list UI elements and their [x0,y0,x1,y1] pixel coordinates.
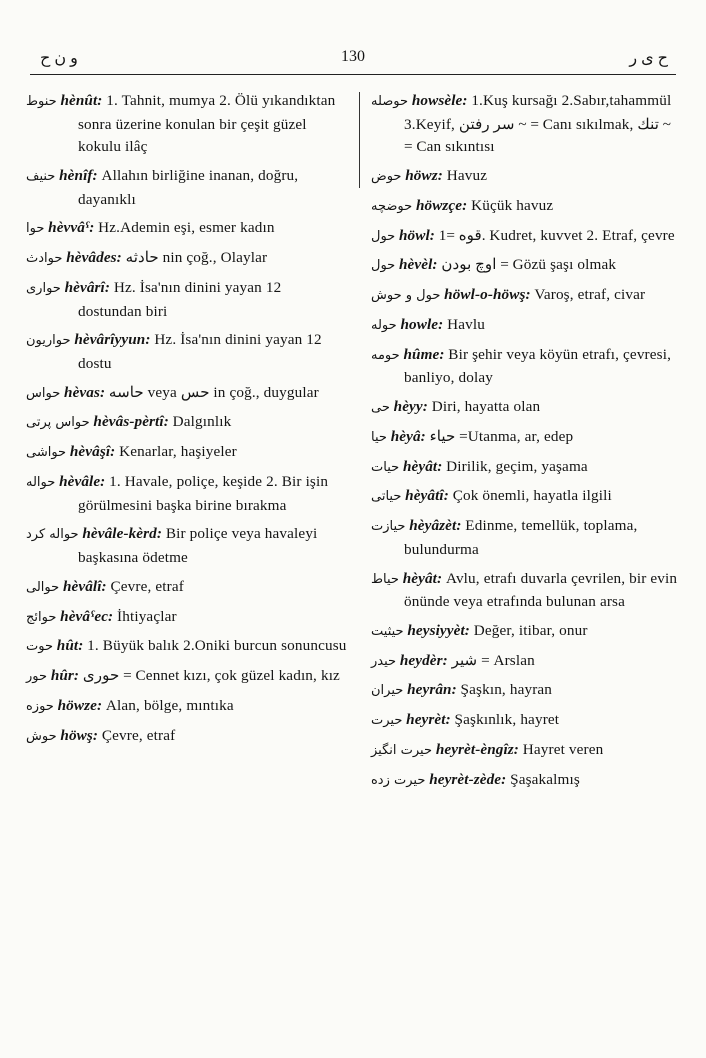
dictionary-entry [26,441,348,465]
dictionary-entry [371,90,681,159]
dictionary-entry [26,277,348,323]
page-number: 130 [341,48,365,65]
entry-definition: قوه =1. Kudret, kuvvet 2. Etraf, çevre [438,226,675,244]
entry-headword: hènîf: [59,166,98,184]
dictionary-entry [26,329,348,375]
entry-headword: hèvvâˁ: [48,219,95,237]
entry-arabic: حيات [371,459,400,475]
entry-headword: heyrèt-èngîz: [435,741,519,759]
dictionary-entry [371,679,681,703]
dictionary-entry [371,195,681,219]
dictionary-entry [371,515,681,561]
entry-arabic: حيرت انگيز [371,743,433,759]
header-rule [30,74,676,75]
entry-headword: hèvâlî: [62,577,107,595]
entry-definition: Hz. İsa'nın dinini yayan 12 dostundan biri [78,278,282,320]
entry-headword: hèvas: [64,383,106,401]
column-divider [359,92,360,188]
dictionary-entry [26,247,348,271]
entry-arabic: حوش [26,728,57,744]
dictionary-entry [371,225,681,249]
entry-arabic: حوله [371,317,397,333]
entry-headword: hèvârîyyun: [74,331,151,349]
entry-definition: Hayret veren [522,741,604,759]
dictionary-entry [26,606,348,630]
entry-headword: hèvèl: [399,256,438,274]
entry-definition: 1. Tahnit, mumya 2. Ölü yıkandıktan sonra üzerine konulan bir çeşit güzel kokulu ilâç [78,92,336,156]
entry-definition: 1. Büyük balık 2.Oniki burcun sonuncusu [87,637,347,655]
entry-arabic: حور [26,669,48,685]
entry-definition: Edinme, temellük, toplama, bulundurma [404,517,638,558]
dictionary-entry [26,635,348,659]
entry-arabic: حنوط [26,94,57,109]
entry-arabic: حوضچه [371,198,413,214]
dictionary-entry [371,344,681,390]
entry-definition: Küçük havuz [471,196,554,214]
header-right-letters: ح ى ر [629,50,668,67]
entry-headword: hèvâle-kèrd: [82,525,163,543]
entry-arabic: حياط [371,571,399,587]
entry-headword: hûme: [403,345,445,363]
entry-definition: Havlu [447,315,485,333]
entry-arabic: حيازت [371,519,406,535]
entry-headword: hèvârî: [64,278,111,296]
dictionary-entry [26,725,348,749]
entry-definition: Allahın birliğine inanan, doğru, dayanıklı [78,166,299,208]
entry-definition: Değer, itibar, onur [473,621,588,639]
entry-arabic: حوادث [26,251,63,267]
dictionary-entry [26,665,348,689]
entry-definition: Hz. İsa'nın dinini yayan 12 dostu [78,331,322,372]
entry-headword: hût: [56,637,84,655]
entry-arabic: حنيف [26,168,56,184]
entry-definition: اوچ بودن = Gözü şaşı olmak [441,256,617,274]
entry-definition: İhtiyaçlar [117,607,177,625]
dictionary-entry [26,523,348,569]
entry-headword: hèvâşî: [69,443,116,461]
entry-arabic: حواريون [26,333,71,349]
entry-headword: höwş: [60,726,99,744]
entry-definition: Bir şehir veya köyün etrafı, çevresi, banliyo, dolay [404,345,672,387]
entry-definition: Çevre, etraf [101,726,176,744]
entry-headword: hèvâˁec: [60,607,114,625]
entry-arabic: حول [371,258,396,274]
right-column [371,90,681,799]
dictionary-entry [371,426,681,450]
dictionary-entry [371,314,681,338]
entry-definition: Alan, bölge, mıntıka [105,696,234,714]
entry-headword: howsèle: [411,92,468,109]
entry-headword: höwzçe: [415,196,468,214]
entry-definition: Kenarlar, haşiyeler [119,443,237,461]
entry-arabic: حيرت زده [371,772,426,788]
entry-headword: hèvâdes: [66,249,122,267]
entry-definition: 1. Havale, poliçe, keşide 2. Bir işin görülmesini başka birine bırakma [78,473,329,514]
header-left-letters: و ن ح [40,50,78,67]
dictionary-entry [26,576,348,600]
dictionary-entry [26,90,348,159]
entry-headword: hèyâtî: [405,487,449,505]
entry-arabic: حوت [26,639,53,655]
entry-arabic: حول [371,228,396,244]
entry-arabic: حوزه [26,698,54,714]
dictionary-entry [371,456,681,480]
dictionary-entry [371,568,681,614]
entry-arabic: حيثيت [371,623,404,639]
entry-headword: hûr: [50,667,80,685]
entry-arabic: حواس [26,385,61,401]
dictionary-entry [371,620,681,644]
dictionary-entry [26,695,348,719]
entry-definition: Şaşkınlık, hayret [454,711,560,729]
dictionary-entry [26,411,348,435]
entry-headword: hèyy: [393,398,428,416]
dictionary-entry [26,165,348,211]
dictionary-entry [371,485,681,509]
entry-arabic: حومه [371,347,400,363]
entry-headword: heydèr: [399,651,448,669]
entry-definition: Dalgınlık [172,413,232,431]
entry-definition: Çok önemli, hayatla ilgili [452,487,612,505]
entry-headword: hèyât: [402,569,443,587]
entry-arabic: حول و حوش [371,288,441,304]
entry-headword: höwze: [57,696,103,714]
entry-headword: hèyât: [402,457,443,475]
entry-definition: حياء =Utanma, ar, edep [429,427,574,445]
entry-headword: höwl-o-höwş: [444,286,531,304]
entry-headword: hènût: [60,92,103,109]
dictionary-entry [26,471,348,517]
entry-headword: höwz: [405,166,443,184]
dictionary-entry [371,709,681,733]
entry-definition: Şaşkın, hayran [460,681,553,699]
entry-headword: heyrân: [407,681,457,699]
entry-arabic: حيرت [371,713,403,729]
dictionary-entry [371,650,681,674]
entry-headword: hèvâle: [59,473,106,490]
entry-definition: Bir poliçe veya havaleyi başkasına ödetme [78,525,318,566]
entry-arabic: حيا [371,429,387,445]
dictionary-entry [371,165,681,189]
dictionary-entry [371,254,681,278]
entry-arabic: حوارى [26,280,61,296]
dictionary-entry [371,284,681,308]
entry-definition: حادثه nin çoğ., Olaylar [125,249,268,267]
entry-headword: heysiyyèt: [407,621,470,639]
left-column [26,90,348,754]
entry-arabic: حوض [371,168,402,184]
entry-definition: Şaşakalmış [510,770,580,788]
entry-arabic: حياتى [371,489,402,505]
entry-headword: hèyâ: [390,427,426,445]
dictionary-entry [26,217,348,241]
entry-arabic: حواس پرتى [26,415,90,431]
entry-definition: حاسه veya حس in çoğ., duygular [108,383,319,401]
entry-arabic: حى [371,400,390,416]
entry-definition: Havuz [446,166,488,184]
entry-arabic: حواشى [26,445,67,461]
entry-definition: 1.Kuş kursağı 2.Sabır,tahammül 3.Keyif, سر رفتن ~ = Canı sıkılmak, تنك ~ = Can sıkıntısı [404,92,672,156]
entry-definition: Dirilik, geçim, yaşama [446,457,588,475]
dictionary-entry [371,769,681,793]
entry-definition: Avlu, etrafı duvarla çevrilen, bir evin önünde veya etrafında bulunan arsa [404,569,678,611]
entry-headword: hèyâzèt: [409,517,462,535]
entry-arabic: حواله [26,475,56,490]
entry-arabic: حوالى [26,579,60,595]
entry-arabic: حواله كرد [26,527,79,543]
entry-headword: heyrèt-zède: [429,770,507,788]
entry-arabic: حيران [371,683,404,699]
dictionary-entry [371,396,681,420]
entry-definition: Hz.Ademin eşi, esmer kadın [98,219,275,237]
dictionary-entry [371,739,681,763]
dictionary-entry [26,382,348,406]
entry-definition: Diri, hayatta olan [431,398,541,416]
entry-arabic: حيدر [371,653,397,669]
entry-headword: hèvâs-pèrtî: [93,413,169,431]
entry-arabic: حوصله [371,94,409,109]
entry-arabic: حوا [26,221,45,237]
entry-definition: Çevre, etraf [110,577,184,595]
entry-headword: höwl: [399,226,435,244]
entry-arabic: حوائج [26,609,57,625]
entry-definition: Varoş, etraf, civar [534,286,646,304]
entry-definition: حورى = Cennet kızı, çok güzel kadın, kız [82,667,340,685]
entry-definition: شير = Arslan [451,651,535,669]
entry-headword: heyrèt: [406,711,451,729]
entry-headword: howle: [400,315,444,333]
